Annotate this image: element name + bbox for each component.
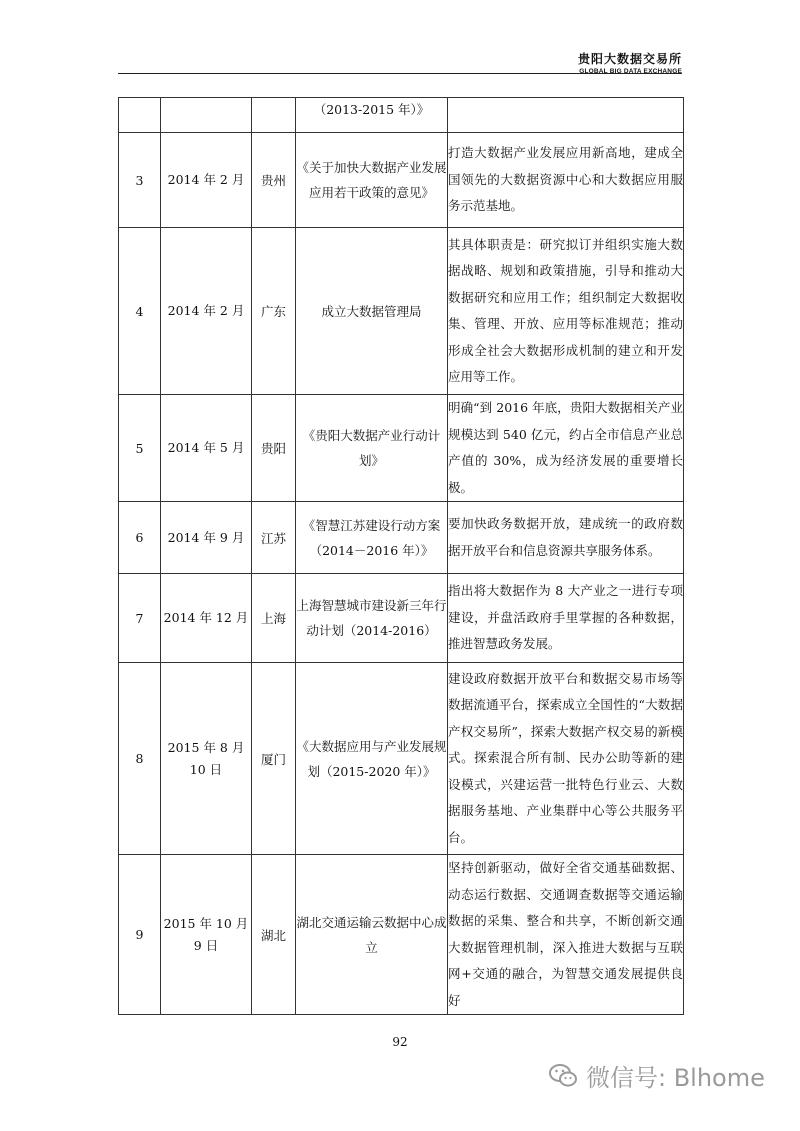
cell-title: 成立大数据管理局: [296, 228, 448, 395]
table-row: [119, 502, 684, 574]
cell-description: 坚持创新驱动，做好全省交通基础数据、动态运行数据、交通调查数据等交通运输数据的采集、整合和共享，不断创新交通大数据管理机制，深入推进大数据与互联网+交通的融合，为智慧交通发展提供良好: [448, 855, 684, 1015]
table-row: [119, 855, 684, 1015]
cell-region: 江苏: [252, 502, 296, 574]
watermark-text: 微信号: Blhome: [586, 1064, 765, 1092]
cell-date: 2014 年 5 月: [161, 395, 252, 502]
table-row: [119, 574, 684, 663]
cell-title: 上海智慧城市建设新三年行动计划（2014-2016）: [296, 574, 448, 663]
wechat-icon: [548, 1062, 578, 1090]
cell-date: 2014 年 2 月: [161, 228, 252, 395]
cell-description: 其具体职责是：研究拟订并组织实施大数据战略、规划和政策措施，引导和推动大数据研究和应用工作；组织制定大数据收集、管理、开放、应用等标准规范；推动形成全社会大数据形成机制的建立和开发应用等工作。: [448, 228, 684, 395]
cell-description: 要加快政务数据开放，建成统一的政府数据开放平台和信息资源共享服务体系。: [448, 502, 684, 574]
wechat-watermark: [548, 1058, 765, 1093]
table-row: [119, 663, 684, 855]
page-header: [578, 50, 682, 75]
cell-title: 《关于加快大数据产业发展应用若干政策的意见》: [296, 133, 448, 228]
cell-title: 《贵阳大数据产业行动计划》: [296, 395, 448, 502]
cell-region: 上海: [252, 574, 296, 663]
cell-title: （2013-2015 年）》: [296, 98, 448, 133]
cell-description: 指出将大数据作为 8 大产业之一进行专项建设，并盘活政府手里掌握的各种数据，推进智慧政务发展。: [448, 574, 684, 663]
cell-number: 9: [119, 855, 161, 1015]
cell-title: 《大数据应用与产业发展规划（2015-2020 年）》: [296, 663, 448, 855]
cell-date: 2014 年 9 月: [161, 502, 252, 574]
table-row: [119, 228, 684, 395]
page-number: 92: [392, 1035, 408, 1049]
header-divider: [118, 73, 682, 74]
cell-region: 广东: [252, 228, 296, 395]
cell-region: 贵州: [252, 133, 296, 228]
cell-description: 明确“到 2016 年底，贵阳大数据相关产业规模达到 540 亿元，约占全市信息产业总产值的 30%，成为经济发展的重要增长极。: [448, 395, 684, 502]
policy-table: [118, 97, 684, 1015]
cell-region: [252, 98, 296, 133]
cell-number: 8: [119, 663, 161, 855]
table-row: [119, 133, 684, 228]
cell-title: 湖北交通运输云数据中心成立: [296, 855, 448, 1015]
cell-description: 建设政府数据开放平台和数据交易市场等数据流通平台，探索成立全国性的“大数据产权交易所”，探索大数据产权交易的新模式。探索混合所有制、民办公助等新的建设模式，兴建运营一批特色行业云、大数据服务基地、产业集群中心等公共服务平台。: [448, 663, 684, 855]
cell-date: 2014 年 2 月: [161, 133, 252, 228]
cell-number: 6: [119, 502, 161, 574]
cell-date: [161, 98, 252, 133]
cell-region: 贵阳: [252, 395, 296, 502]
brand-name-en: GLOBAL BIG DATA EXCHANGE: [579, 68, 682, 75]
table-row: [119, 395, 684, 502]
cell-number: [119, 98, 161, 133]
cell-region: 厦门: [252, 663, 296, 855]
cell-date: 2014 年 12 月: [161, 574, 252, 663]
brand-name-cn: 贵阳大数据交易所: [577, 52, 682, 66]
cell-date: 2015 年 8 月 10 日: [161, 663, 252, 855]
cell-number: 3: [119, 133, 161, 228]
cell-number: 4: [119, 228, 161, 395]
cell-date: 2015 年 10 月 9 日: [161, 855, 252, 1015]
cell-region: 湖北: [252, 855, 296, 1015]
cell-description: [448, 98, 684, 133]
table-row: [119, 98, 684, 133]
cell-description: 打造大数据产业发展应用新高地，建成全国领先的大数据资源中心和大数据应用服务示范基地。: [448, 133, 684, 228]
cell-number: 5: [119, 395, 161, 502]
cell-number: 7: [119, 574, 161, 663]
cell-title: 《智慧江苏建设行动方案（2014－2016 年）》: [296, 502, 448, 574]
